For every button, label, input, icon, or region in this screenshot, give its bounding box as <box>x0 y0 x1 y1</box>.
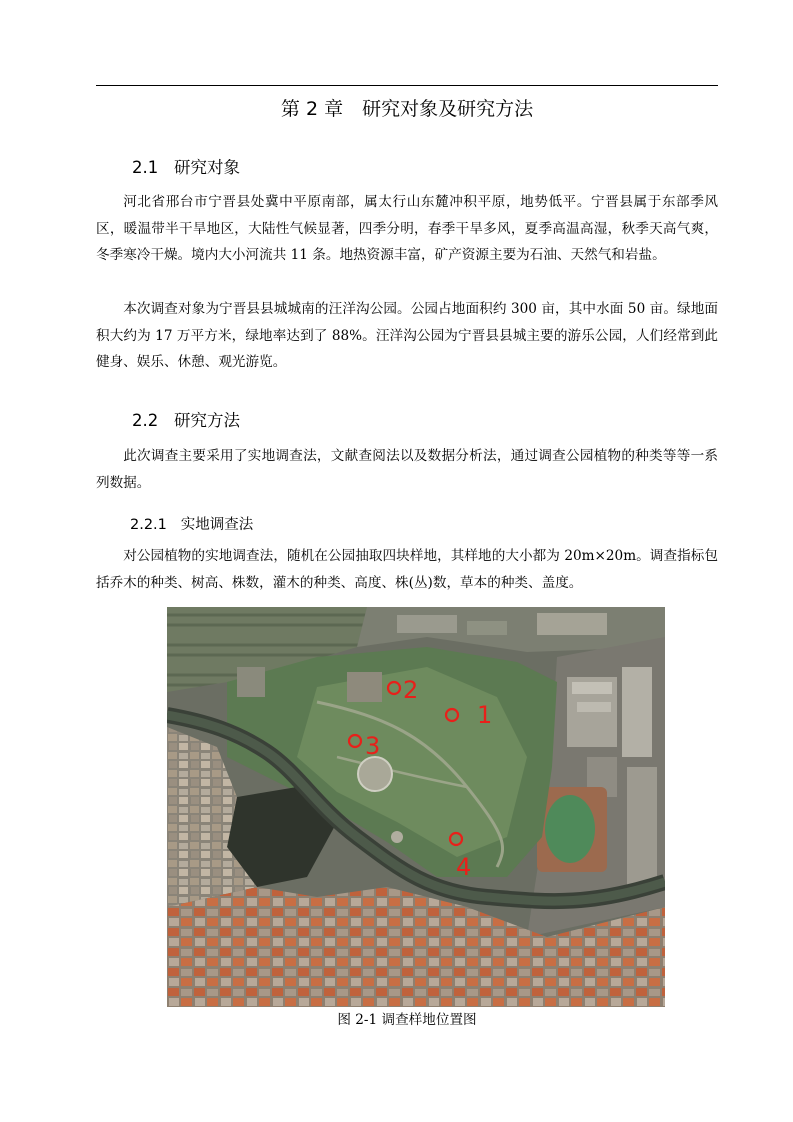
paragraph-field-survey: 对公园植物的实地调查法，随机在公园抽取四块样地，其样地的大小都为 20m×20m。调查指标包括乔木的种类、树高、株数，灌木的种类、高度、株(丛)数，草本的种类、盖度。 <box>96 548 718 591</box>
header-rule <box>96 85 718 86</box>
plot-label-1: 1 <box>477 701 493 729</box>
satellite-map-figure <box>167 607 665 1007</box>
chapter-title: 第 2 章 研究对象及研究方法 <box>280 98 534 120</box>
section-number: 2.2 <box>132 411 159 430</box>
plot-label-4: 4 <box>456 853 472 881</box>
subsection-heading-2-2-1 <box>130 514 253 536</box>
section-title: 研究对象 <box>174 158 240 177</box>
section-heading-2-1 <box>132 156 240 180</box>
plot-label-2: 2 <box>403 676 419 704</box>
paragraph-methods: 此次调查主要采用了实地调查法，文献查阅法以及数据分析法，通过调查公园植物的种类等等一系列数据。 <box>96 448 718 491</box>
paragraph-study-object: 本次调查对象为宁晋县县城城南的汪洋沟公园。公园占地面积约 300 亩，其中水面 50 亩。绿地面积大约为 17 万平方米，绿地率达到了 88%。汪洋沟公园为宁晋县县城主要的游乐公园，人们经常到此健身、娱乐、休憩、观光游览。 <box>96 301 718 370</box>
section-heading-2-2 <box>132 409 240 433</box>
section-title: 研究方法 <box>174 411 240 430</box>
subsection-title: 实地调查法 <box>180 517 254 533</box>
satellite-map-image <box>167 607 665 1007</box>
subsection-number: 2.2.1 <box>130 517 167 533</box>
plot-label-3: 3 <box>365 732 381 760</box>
figure-caption: 图 2-1 调查样地位置图 <box>337 1012 477 1028</box>
section-number: 2.1 <box>132 158 159 177</box>
paragraph-study-area: 河北省邢台市宁晋县处冀中平原南部，属太行山东麓冲积平原，地势低平。宁晋县属于东部季风区，暖温带半干旱地区，大陆性气候显著，四季分明，春季干旱多风，夏季高温高湿，秋季天高气爽，冬季寒冷干燥。境内大小河流共 11 条。地热资源丰富，矿产资源主要为石油、天然气和岩盐。 <box>96 194 718 263</box>
